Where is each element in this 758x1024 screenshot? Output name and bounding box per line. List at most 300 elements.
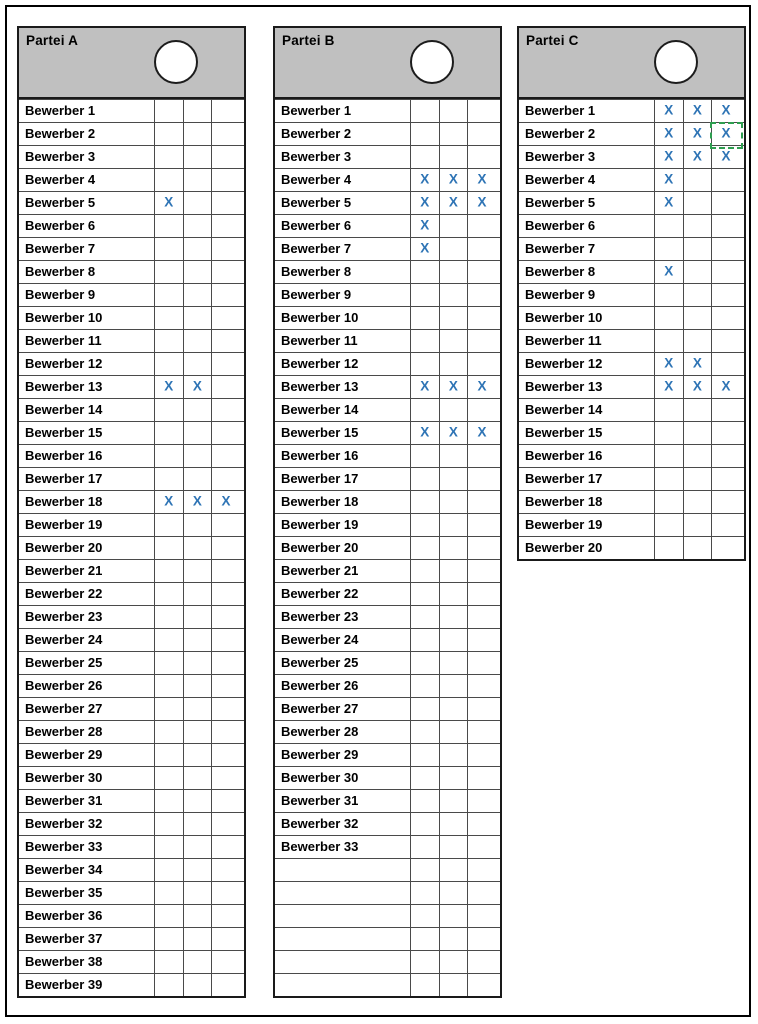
vote-cell[interactable] [154, 698, 183, 720]
vote-cell[interactable] [467, 307, 496, 329]
vote-cell[interactable] [439, 238, 468, 260]
vote-cell[interactable] [183, 882, 212, 904]
vote-cell[interactable] [183, 928, 212, 950]
vote-cell[interactable] [654, 169, 683, 191]
vote-cell[interactable] [654, 353, 683, 375]
vote-cell[interactable] [654, 123, 683, 145]
vote-cell[interactable] [654, 445, 683, 467]
vote-cell[interactable] [683, 307, 712, 329]
vote-cell[interactable] [183, 813, 212, 835]
vote-cell[interactable] [154, 399, 183, 421]
vote-cell[interactable] [183, 376, 212, 398]
vote-cell[interactable] [183, 422, 212, 444]
vote-cell[interactable] [211, 514, 240, 536]
vote-cell[interactable] [439, 123, 468, 145]
vote-cell[interactable] [183, 514, 212, 536]
vote-cell[interactable] [711, 491, 740, 513]
vote-cell[interactable] [410, 169, 439, 191]
vote-cell[interactable] [467, 974, 496, 996]
vote-cell[interactable] [183, 238, 212, 260]
vote-cell[interactable] [183, 905, 212, 927]
vote-cell[interactable] [211, 606, 240, 628]
vote-cell[interactable] [154, 859, 183, 881]
vote-cell[interactable] [467, 192, 496, 214]
vote-cell[interactable] [211, 721, 240, 743]
vote-cell[interactable] [154, 514, 183, 536]
vote-cell[interactable] [211, 652, 240, 674]
vote-cell[interactable] [467, 721, 496, 743]
vote-cell[interactable] [410, 215, 439, 237]
vote-cell[interactable] [183, 169, 212, 191]
vote-cell[interactable] [410, 468, 439, 490]
vote-cell[interactable] [683, 514, 712, 536]
vote-cell[interactable] [410, 284, 439, 306]
vote-cell[interactable] [183, 123, 212, 145]
vote-cell[interactable] [410, 744, 439, 766]
vote-cell[interactable] [183, 974, 212, 996]
vote-cell[interactable] [410, 514, 439, 536]
vote-cell[interactable] [183, 215, 212, 237]
vote-cell[interactable] [467, 928, 496, 950]
vote-cell[interactable] [211, 951, 240, 973]
vote-cell[interactable] [711, 376, 740, 398]
vote-cell[interactable] [683, 537, 712, 559]
vote-cell[interactable] [183, 284, 212, 306]
vote-cell[interactable] [467, 215, 496, 237]
vote-cell[interactable] [439, 951, 468, 973]
vote-cell[interactable] [183, 353, 212, 375]
vote-cell[interactable] [154, 215, 183, 237]
vote-cell[interactable] [439, 445, 468, 467]
vote-cell[interactable] [410, 307, 439, 329]
vote-cell[interactable] [154, 583, 183, 605]
vote-cell[interactable] [154, 261, 183, 283]
vote-cell[interactable] [154, 376, 183, 398]
vote-cell[interactable] [467, 422, 496, 444]
vote-cell[interactable] [154, 974, 183, 996]
vote-cell[interactable] [410, 675, 439, 697]
vote-cell[interactable] [439, 606, 468, 628]
vote-cell[interactable] [410, 123, 439, 145]
party-list-vote-circle[interactable] [654, 40, 698, 84]
vote-cell[interactable] [410, 537, 439, 559]
vote-cell[interactable] [467, 905, 496, 927]
candidate-row [19, 973, 244, 996]
vote-cell[interactable] [439, 537, 468, 559]
vote-cell[interactable] [439, 192, 468, 214]
vote-cell[interactable] [439, 675, 468, 697]
vote-cell[interactable] [654, 146, 683, 168]
vote-cell[interactable] [654, 376, 683, 398]
vote-cell[interactable] [467, 836, 496, 858]
candidate-row [19, 398, 244, 421]
vote-cell[interactable] [211, 928, 240, 950]
vote-cell[interactable] [439, 583, 468, 605]
vote-cell[interactable] [183, 491, 212, 513]
vote-cell[interactable] [183, 192, 212, 214]
vote-cell[interactable] [683, 353, 712, 375]
vote-cell[interactable] [410, 698, 439, 720]
vote-cell[interactable] [439, 215, 468, 237]
vote-cell[interactable] [154, 882, 183, 904]
vote-cell[interactable] [467, 744, 496, 766]
vote-cell[interactable] [154, 790, 183, 812]
vote-cell[interactable] [439, 698, 468, 720]
vote-cell[interactable] [154, 422, 183, 444]
vote-cell[interactable] [211, 353, 240, 375]
vote-cell[interactable] [439, 928, 468, 950]
vote-cell[interactable] [410, 146, 439, 168]
vote-cell[interactable] [410, 445, 439, 467]
vote-cell[interactable] [154, 675, 183, 697]
vote-cell[interactable] [211, 537, 240, 559]
vote-cell[interactable] [154, 169, 183, 191]
vote-cell[interactable] [410, 261, 439, 283]
vote-cell[interactable] [211, 859, 240, 881]
vote-cell[interactable] [711, 330, 740, 352]
vote-cell[interactable] [410, 422, 439, 444]
vote-cell[interactable] [654, 330, 683, 352]
vote-cell[interactable] [154, 606, 183, 628]
vote-cell[interactable] [154, 123, 183, 145]
vote-cell[interactable] [654, 100, 683, 122]
vote-cell[interactable] [711, 445, 740, 467]
vote-cell[interactable] [467, 675, 496, 697]
vote-cell[interactable] [439, 514, 468, 536]
vote-cell[interactable] [439, 905, 468, 927]
vote-cell[interactable] [439, 284, 468, 306]
vote-cell[interactable] [410, 836, 439, 858]
vote-cell[interactable] [410, 905, 439, 927]
vote-cell[interactable] [154, 905, 183, 927]
vote-cell[interactable] [410, 100, 439, 122]
vote-cell[interactable] [410, 238, 439, 260]
vote-cell[interactable] [410, 767, 439, 789]
vote-cell[interactable] [439, 790, 468, 812]
vote-cell[interactable] [183, 468, 212, 490]
vote-cell[interactable] [211, 284, 240, 306]
vote-cell[interactable] [467, 859, 496, 881]
vote-cell[interactable] [154, 951, 183, 973]
vote-cell[interactable] [467, 537, 496, 559]
vote-cell[interactable] [154, 284, 183, 306]
vote-cell[interactable] [211, 100, 240, 122]
vote-cell[interactable] [683, 238, 712, 260]
vote-cell[interactable] [711, 100, 740, 122]
vote-cell[interactable] [439, 629, 468, 651]
vote-cell[interactable] [654, 307, 683, 329]
vote-cell[interactable] [183, 859, 212, 881]
vote-cell[interactable] [183, 583, 212, 605]
vote-cell[interactable] [683, 491, 712, 513]
vote-cell[interactable] [711, 307, 740, 329]
vote-cell[interactable] [410, 974, 439, 996]
vote-cell[interactable] [410, 192, 439, 214]
vote-cell[interactable] [183, 146, 212, 168]
vote-cell[interactable] [211, 422, 240, 444]
vote-cell[interactable] [183, 652, 212, 674]
vote-cell[interactable] [467, 399, 496, 421]
vote-cell[interactable] [683, 169, 712, 191]
vote-cell[interactable] [410, 399, 439, 421]
vote-cell[interactable] [439, 169, 468, 191]
vote-cell[interactable] [154, 192, 183, 214]
vote-cell[interactable] [467, 951, 496, 973]
vote-cell[interactable] [211, 215, 240, 237]
vote-cell[interactable] [711, 537, 740, 559]
vote-cell[interactable] [154, 491, 183, 513]
vote-cell[interactable] [183, 560, 212, 582]
vote-cell[interactable] [211, 813, 240, 835]
vote-cell[interactable] [211, 307, 240, 329]
vote-cell[interactable] [711, 123, 740, 145]
vote-cell[interactable] [683, 146, 712, 168]
vote-cell[interactable] [654, 261, 683, 283]
vote-cell[interactable] [711, 261, 740, 283]
vote-cell[interactable] [154, 928, 183, 950]
vote-cell[interactable] [154, 468, 183, 490]
vote-cell[interactable] [211, 790, 240, 812]
vote-cell[interactable] [439, 560, 468, 582]
vote-cell[interactable] [439, 491, 468, 513]
vote-cell[interactable] [711, 353, 740, 375]
vote-cell[interactable] [683, 445, 712, 467]
vote-cell[interactable] [683, 468, 712, 490]
vote-cell[interactable] [711, 238, 740, 260]
vote-cell[interactable] [410, 330, 439, 352]
vote-cell[interactable] [439, 974, 468, 996]
vote-cell[interactable] [410, 951, 439, 973]
vote-cell[interactable] [154, 629, 183, 651]
vote-cell[interactable] [711, 514, 740, 536]
vote-cell[interactable] [410, 560, 439, 582]
vote-cell[interactable] [410, 353, 439, 375]
vote-cell[interactable] [439, 100, 468, 122]
vote-cell[interactable] [683, 192, 712, 214]
vote-cell[interactable] [683, 261, 712, 283]
vote-cell[interactable] [654, 215, 683, 237]
vote-cell[interactable] [467, 284, 496, 306]
vote-cell[interactable] [211, 468, 240, 490]
party-list-vote-circle[interactable] [154, 40, 198, 84]
vote-cell[interactable] [211, 169, 240, 191]
vote-cell[interactable] [183, 330, 212, 352]
vote-cell[interactable] [410, 583, 439, 605]
vote-cell[interactable] [439, 399, 468, 421]
vote-cell[interactable] [410, 813, 439, 835]
vote-cell[interactable] [211, 399, 240, 421]
vote-cell[interactable] [154, 146, 183, 168]
vote-cell[interactable] [711, 146, 740, 168]
vote-cell[interactable] [211, 675, 240, 697]
vote-cell[interactable] [410, 629, 439, 651]
vote-cell[interactable] [410, 928, 439, 950]
vote-cell[interactable] [439, 836, 468, 858]
vote-cell[interactable] [183, 790, 212, 812]
vote-cell[interactable] [154, 238, 183, 260]
vote-cell[interactable] [211, 629, 240, 651]
vote-cell[interactable] [654, 284, 683, 306]
vote-cell[interactable] [467, 376, 496, 398]
vote-cell[interactable] [467, 629, 496, 651]
vote-cell[interactable] [467, 238, 496, 260]
vote-cell[interactable] [467, 100, 496, 122]
vote-cell[interactable] [211, 560, 240, 582]
vote-cell[interactable] [183, 445, 212, 467]
vote-cell[interactable] [654, 422, 683, 444]
vote-cell[interactable] [711, 192, 740, 214]
vote-cell[interactable] [154, 537, 183, 559]
vote-cell[interactable] [183, 606, 212, 628]
vote-cell[interactable] [183, 100, 212, 122]
vote-cell[interactable] [183, 261, 212, 283]
vote-cell[interactable] [711, 399, 740, 421]
vote-cell[interactable] [439, 146, 468, 168]
vote-cell[interactable] [439, 468, 468, 490]
vote-cell[interactable] [439, 422, 468, 444]
vote-cell[interactable] [467, 468, 496, 490]
vote-cell[interactable] [654, 192, 683, 214]
vote-cell[interactable] [183, 721, 212, 743]
party-list-vote-circle[interactable] [410, 40, 454, 84]
vote-cell[interactable] [439, 813, 468, 835]
vote-cell[interactable] [711, 284, 740, 306]
vote-cell[interactable] [211, 261, 240, 283]
vote-cell[interactable] [711, 169, 740, 191]
vote-cell[interactable] [211, 882, 240, 904]
vote-cell[interactable] [410, 721, 439, 743]
vote-cell[interactable] [467, 330, 496, 352]
vote-cell[interactable] [654, 468, 683, 490]
vote-cell[interactable] [410, 652, 439, 674]
vote-cell[interactable] [467, 514, 496, 536]
vote-cell[interactable] [467, 583, 496, 605]
vote-cell[interactable] [154, 330, 183, 352]
vote-cell[interactable] [439, 721, 468, 743]
candidate-name: Bewerber 13 [25, 379, 103, 394]
vote-cell[interactable] [211, 376, 240, 398]
vote-cell[interactable] [439, 307, 468, 329]
vote-cell[interactable] [154, 836, 183, 858]
vote-cell[interactable] [183, 537, 212, 559]
vote-cell[interactable] [154, 445, 183, 467]
vote-cell[interactable] [467, 698, 496, 720]
vote-cell[interactable] [211, 583, 240, 605]
vote-cell[interactable] [211, 445, 240, 467]
vote-cell[interactable] [183, 698, 212, 720]
vote-cell[interactable] [211, 146, 240, 168]
vote-cell[interactable] [467, 882, 496, 904]
vote-cell[interactable] [211, 491, 240, 513]
vote-cell[interactable] [439, 882, 468, 904]
vote-cell[interactable] [467, 169, 496, 191]
vote-cell[interactable] [211, 238, 240, 260]
vote-cell[interactable] [683, 123, 712, 145]
vote-cell[interactable] [183, 744, 212, 766]
vote-cell[interactable] [211, 905, 240, 927]
vote-cell[interactable] [439, 859, 468, 881]
vote-cell[interactable] [183, 767, 212, 789]
vote-cell[interactable] [211, 767, 240, 789]
vote-cell[interactable] [211, 123, 240, 145]
vote-cell[interactable] [683, 399, 712, 421]
vote-cell[interactable] [683, 330, 712, 352]
vote-cell[interactable] [154, 721, 183, 743]
vote-cell[interactable] [410, 606, 439, 628]
vote-cell[interactable] [183, 675, 212, 697]
vote-cell[interactable] [211, 974, 240, 996]
vote-cell[interactable] [467, 560, 496, 582]
vote-cell[interactable] [211, 698, 240, 720]
vote-cell[interactable] [183, 836, 212, 858]
vote-cell[interactable] [183, 399, 212, 421]
vote-cell[interactable] [211, 836, 240, 858]
vote-cell[interactable] [183, 307, 212, 329]
vote-cell[interactable] [711, 215, 740, 237]
vote-cell[interactable] [410, 491, 439, 513]
vote-cell[interactable] [183, 951, 212, 973]
vote-cell[interactable] [211, 192, 240, 214]
vote-cell[interactable] [711, 468, 740, 490]
vote-cell[interactable] [410, 882, 439, 904]
vote-cell[interactable] [654, 537, 683, 559]
vote-cell[interactable] [183, 629, 212, 651]
vote-cell[interactable] [683, 284, 712, 306]
vote-cell[interactable] [410, 376, 439, 398]
vote-cell[interactable] [467, 445, 496, 467]
vote-cell[interactable] [467, 146, 496, 168]
vote-cell[interactable] [154, 744, 183, 766]
vote-cell[interactable] [711, 422, 740, 444]
vote-cell[interactable] [154, 100, 183, 122]
vote-cell[interactable] [439, 767, 468, 789]
vote-cell[interactable] [683, 376, 712, 398]
vote-cell[interactable] [467, 353, 496, 375]
vote-cell[interactable] [154, 307, 183, 329]
vote-cell[interactable] [467, 123, 496, 145]
vote-cell[interactable] [154, 560, 183, 582]
vote-cell[interactable] [683, 215, 712, 237]
vote-cell[interactable] [439, 652, 468, 674]
vote-cell[interactable] [683, 422, 712, 444]
vote-cell[interactable] [154, 813, 183, 835]
vote-cell[interactable] [410, 859, 439, 881]
vote-cell[interactable] [439, 330, 468, 352]
vote-cell[interactable] [654, 514, 683, 536]
vote-cell[interactable] [211, 330, 240, 352]
vote-cell[interactable] [410, 790, 439, 812]
vote-cell[interactable] [654, 238, 683, 260]
vote-cell[interactable] [211, 744, 240, 766]
vote-cell[interactable] [439, 261, 468, 283]
vote-cell[interactable] [439, 744, 468, 766]
vote-cell[interactable] [467, 261, 496, 283]
vote-cell[interactable] [467, 790, 496, 812]
vote-cell[interactable] [154, 353, 183, 375]
vote-cell[interactable] [154, 767, 183, 789]
vote-cell[interactable] [654, 399, 683, 421]
vote-cell[interactable] [467, 652, 496, 674]
vote-cell[interactable] [683, 100, 712, 122]
vote-cell[interactable] [439, 376, 468, 398]
vote-cell[interactable] [467, 606, 496, 628]
vote-cell[interactable] [439, 353, 468, 375]
vote-cell[interactable] [154, 652, 183, 674]
vote-cell[interactable] [467, 491, 496, 513]
vote-cell[interactable] [654, 491, 683, 513]
vote-cell[interactable] [467, 767, 496, 789]
vote-cell[interactable] [467, 813, 496, 835]
